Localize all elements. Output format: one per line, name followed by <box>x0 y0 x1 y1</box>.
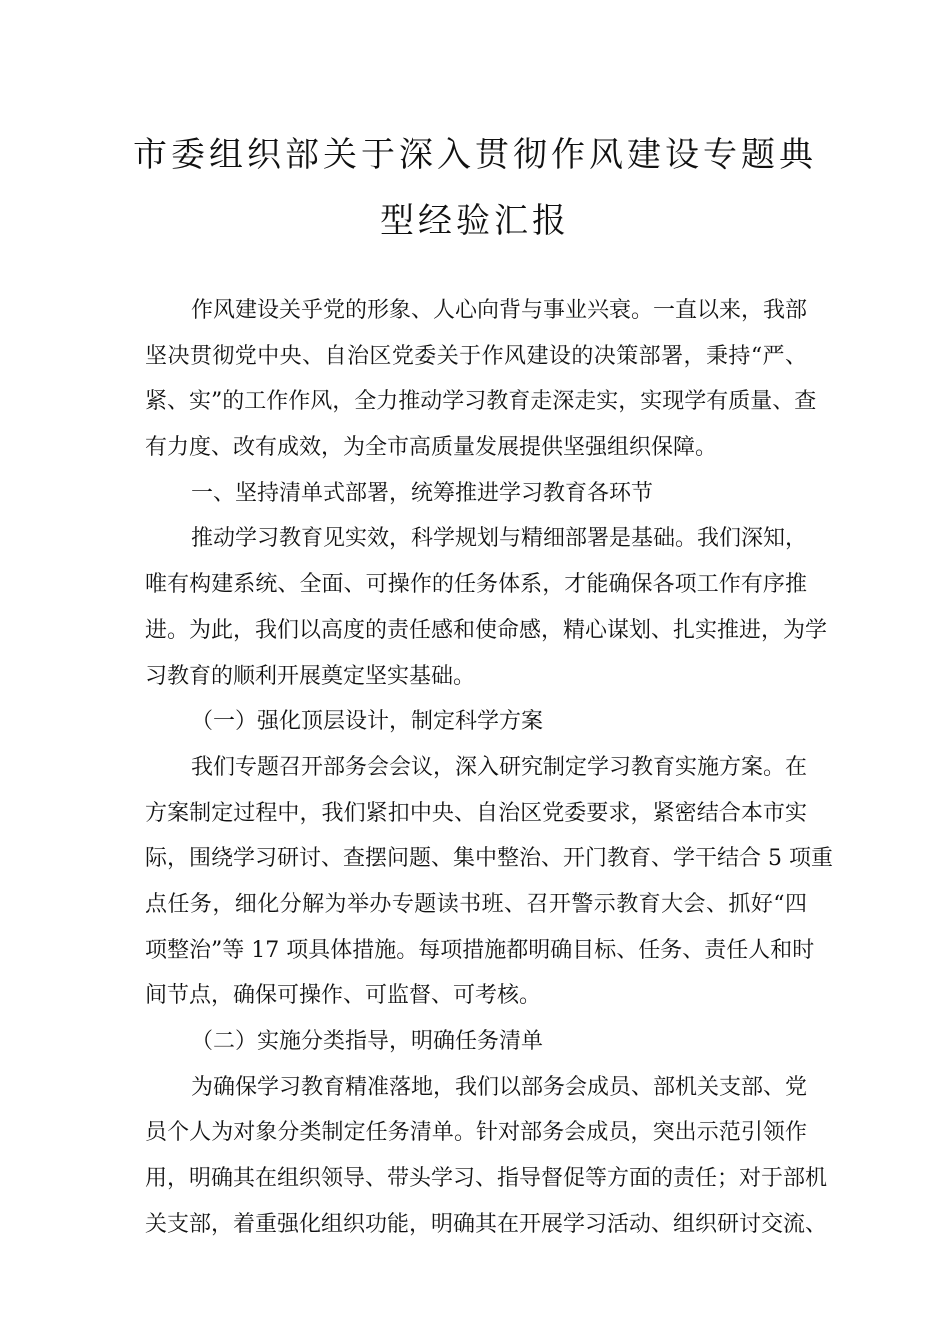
text-line: 作风建设关乎党的形象、人心向背与事业兴衰。一直以来，我部 <box>191 298 808 323</box>
text-line: （二）实施分类指导，明确任务清单 <box>191 1029 544 1054</box>
document-body <box>145 288 833 1247</box>
text-line: 习教育的顺利开展奠定坚实基础。 <box>145 663 476 689</box>
text-line: 方案制定过程中，我们紧扣中央、自治区党委要求，紧密结合本市实 <box>145 800 807 826</box>
text-line: 唯有构建系统、全面、可操作的任务体系，才能确保各项工作有序推 <box>145 572 807 598</box>
text-line: 际，围绕学习研讨、查摆问题、集中整治、开门教育、学干结合 5 项重 <box>145 846 833 872</box>
text-line: 我们专题召开部务会会议，深入研究制定学习教育实施方案。在 <box>191 754 808 780</box>
text-line: 点任务，细化分解为举办专题读书班、召开警示教育大会、抓好“四 <box>145 891 807 917</box>
document-title-line-2: 型经验汇报 <box>380 201 570 241</box>
text-line: 一、坚持清单式部署，统筹推进学习教育各环节 <box>191 480 654 506</box>
text-line: （一）强化顶层设计，制定科学方案 <box>191 709 544 735</box>
text-line: 员个人为对象分类制定任务清单。针对部务会成员，突出示范引领作 <box>145 1120 807 1146</box>
text-line: 坚决贯彻党中央、自治区党委关于作风建设的决策部署，秉持“严、 <box>145 343 807 369</box>
text-line: 进。为此，我们以高度的责任感和使命感，精心谋划、扎实推进，为学 <box>145 617 828 643</box>
text-line: 用，明确其在组织领导、带头学习、指导督促等方面的责任；对于部机 <box>145 1166 828 1192</box>
document-title-line-1: 市委组织部关于深入贯彻作风建设专题典 <box>133 135 817 175</box>
text-line: 推动学习教育见实效，科学规划与精细部署是基础。我们深知， <box>191 526 808 552</box>
text-line: 间节点，确保可操作、可监督、可考核。 <box>145 983 542 1009</box>
text-line: 紧、实”的工作作风，全力推动学习教育走深走实，实现学有质量、查 <box>145 389 817 415</box>
text-line: 关支部，着重强化组织功能，明确其在开展学习活动、组织研讨交流、 <box>145 1211 828 1237</box>
text-line: 项整治”等 17 项具体措施。每项措施都明确目标、任务、责任人和时 <box>145 937 815 963</box>
text-line: 为确保学习教育精准落地，我们以部务会成员、部机关支部、党 <box>191 1074 808 1100</box>
text-line: 有力度、改有成效，为全市高质量发展提供坚强组织保障。 <box>145 435 718 461</box>
